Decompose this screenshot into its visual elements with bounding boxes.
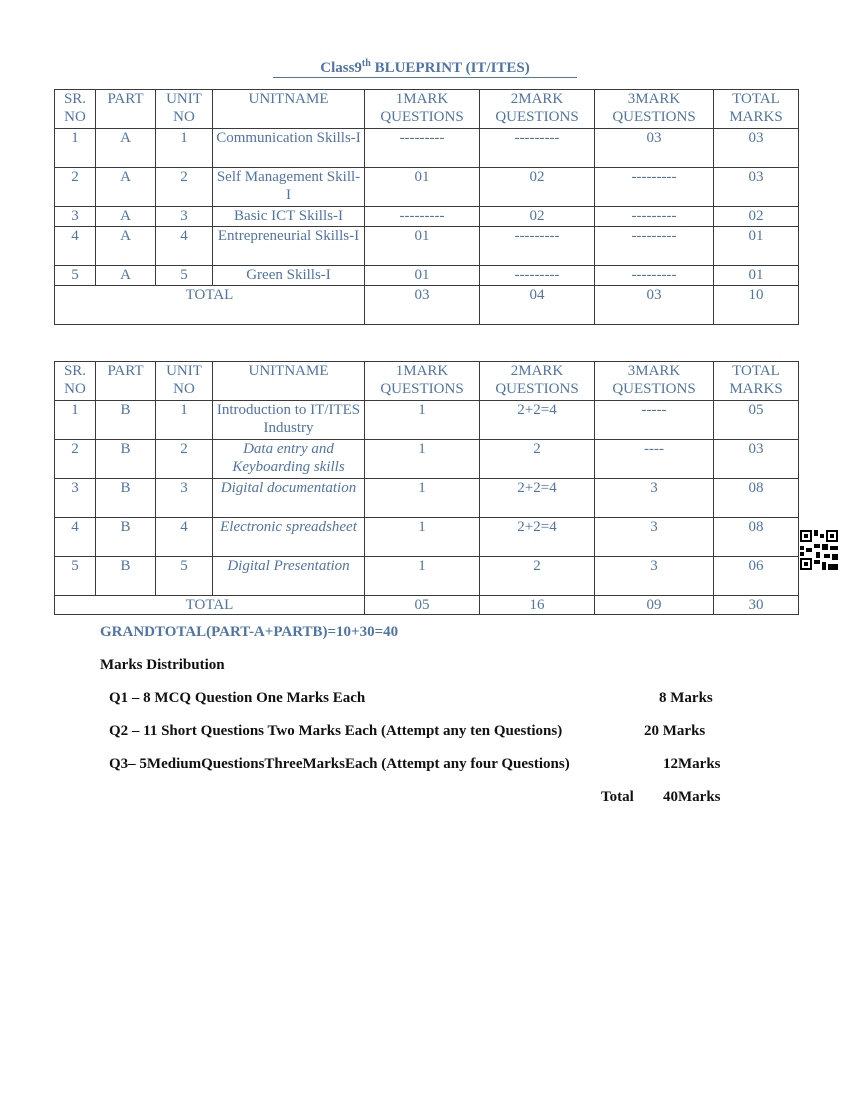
table-cell: Entrepreneurial Skills-I xyxy=(213,227,365,266)
table-cell: 2 xyxy=(55,168,96,207)
table-row xyxy=(55,557,799,596)
total-cell: 05 xyxy=(365,596,480,615)
table-cell: 02 xyxy=(480,207,595,227)
total-value: 40Marks xyxy=(663,789,721,805)
total-label: Total xyxy=(601,789,634,805)
table-cell: 2 xyxy=(156,168,213,207)
total-cell: 16 xyxy=(480,596,595,615)
table-cell: --------- xyxy=(595,227,714,266)
table-cell: Electronic spreadsheet xyxy=(213,518,365,557)
table-cell: --------- xyxy=(365,129,480,168)
table-cell: 2 xyxy=(480,440,595,479)
table-cell: 2 xyxy=(156,440,213,479)
table-cell: 5 xyxy=(55,266,96,286)
table-cell: 2+2=4 xyxy=(480,401,595,440)
table-cell: 4 xyxy=(156,518,213,557)
table-cell: 4 xyxy=(55,518,96,557)
column-header: 1MARK QUESTIONS xyxy=(365,90,480,129)
table-cell: Digital Presentation xyxy=(213,557,365,596)
column-header: UNIT NO xyxy=(156,362,213,401)
table-cell: 4 xyxy=(156,227,213,266)
table-cell: 03 xyxy=(595,129,714,168)
table-row xyxy=(55,479,799,518)
title-sup: th xyxy=(361,58,371,69)
table-cell: ---- xyxy=(595,440,714,479)
dist-q3-marks: 12Marks xyxy=(663,756,721,772)
total-cell: 30 xyxy=(714,596,799,615)
column-header: PART xyxy=(96,90,156,129)
table-cell: 1 xyxy=(365,479,480,518)
table-cell: Introduction to IT/ITES Industry xyxy=(213,401,365,440)
table-cell: Communication Skills-I xyxy=(213,129,365,168)
table-cell: 5 xyxy=(156,266,213,286)
table-cell: A xyxy=(96,266,156,286)
dist-q3: Q3– 5MediumQuestionsThreeMarksEach (Attempt any four Questions) xyxy=(109,756,570,772)
table-cell: Data entry and Keyboarding skills xyxy=(213,440,365,479)
column-header: 2MARK QUESTIONS xyxy=(480,362,595,401)
title-text: Class9 xyxy=(320,60,362,76)
table-cell: 03 xyxy=(714,168,799,207)
table-cell: 01 xyxy=(714,266,799,286)
table-cell: 06 xyxy=(714,557,799,596)
table-row xyxy=(55,227,799,266)
table-cell: 03 xyxy=(714,129,799,168)
table-cell: 5 xyxy=(156,557,213,596)
blueprint-table-part-a xyxy=(54,89,799,325)
table-row xyxy=(55,266,799,286)
table-row xyxy=(55,129,799,168)
table-cell: 2+2=4 xyxy=(480,479,595,518)
column-header: UNIT NO xyxy=(156,90,213,129)
table-cell: A xyxy=(96,168,156,207)
table-cell: A xyxy=(96,207,156,227)
total-row xyxy=(55,596,799,615)
column-header: 3MARK QUESTIONS xyxy=(595,362,714,401)
column-header: SR. NO xyxy=(55,90,96,129)
column-header: TOTAL MARKS xyxy=(714,362,799,401)
dist-q2-marks: 20 Marks xyxy=(644,723,706,739)
table-cell: 3 xyxy=(595,479,714,518)
table-cell: B xyxy=(96,440,156,479)
table-cell: 3 xyxy=(595,518,714,557)
total-cell: 03 xyxy=(595,286,714,325)
marks-distribution-heading: Marks Distribution xyxy=(100,657,225,673)
table-cell: 01 xyxy=(365,266,480,286)
table-cell: Digital documentation xyxy=(213,479,365,518)
table-cell: 3 xyxy=(156,207,213,227)
table-cell: Basic ICT Skills-I xyxy=(213,207,365,227)
total-label: TOTAL xyxy=(55,596,365,615)
total-row xyxy=(55,286,799,325)
column-header: 2MARK QUESTIONS xyxy=(480,90,595,129)
table-cell: B xyxy=(96,479,156,518)
table-row xyxy=(55,440,799,479)
column-header: UNITNAME xyxy=(213,90,365,129)
table-cell: --------- xyxy=(480,266,595,286)
table-cell: 02 xyxy=(714,207,799,227)
header-row xyxy=(55,90,799,129)
header-row xyxy=(55,362,799,401)
table-cell: 1 xyxy=(156,401,213,440)
total-label: TOTAL xyxy=(55,286,365,325)
table-cell: B xyxy=(96,518,156,557)
dist-q1: Q1 – 8 MCQ Question One Marks Each xyxy=(109,690,366,706)
table-cell: Green Skills-I xyxy=(213,266,365,286)
table-cell: 3 xyxy=(595,557,714,596)
table-cell: A xyxy=(96,227,156,266)
table-cell: 03 xyxy=(714,440,799,479)
table-cell: 08 xyxy=(714,479,799,518)
total-cell: 10 xyxy=(714,286,799,325)
table-cell: 3 xyxy=(156,479,213,518)
column-header: UNITNAME xyxy=(213,362,365,401)
table-row xyxy=(55,168,799,207)
total-cell: 03 xyxy=(365,286,480,325)
dist-q2: Q2 – 11 Short Questions Two Marks Each (Attempt any ten Questions) xyxy=(109,723,563,739)
table-cell: --------- xyxy=(480,129,595,168)
table-row xyxy=(55,207,799,227)
table-cell: 05 xyxy=(714,401,799,440)
table-cell: 01 xyxy=(365,168,480,207)
table-cell: --------- xyxy=(480,227,595,266)
total-cell: 09 xyxy=(595,596,714,615)
page-title xyxy=(273,55,577,78)
table-cell: 1 xyxy=(55,401,96,440)
title-text-rest: BLUEPRINT (IT/ITES) xyxy=(370,60,530,76)
table-cell: 2 xyxy=(480,557,595,596)
column-header: PART xyxy=(96,362,156,401)
qr-code-icon xyxy=(800,530,838,570)
table-cell: B xyxy=(96,557,156,596)
total-cell: 04 xyxy=(480,286,595,325)
table-row xyxy=(55,401,799,440)
table-cell: B xyxy=(96,401,156,440)
table-cell: 1 xyxy=(365,557,480,596)
table-cell: ----- xyxy=(595,401,714,440)
table-cell: 1 xyxy=(365,518,480,557)
table-cell: 5 xyxy=(55,557,96,596)
dist-q1-marks: 8 Marks xyxy=(659,690,713,706)
column-header: SR. NO xyxy=(55,362,96,401)
table-cell: --------- xyxy=(595,168,714,207)
table-cell: 08 xyxy=(714,518,799,557)
grand-total: GRANDTOTAL(PART-A+PARTB)=10+30=40 xyxy=(100,624,399,640)
table-cell: 01 xyxy=(365,227,480,266)
table-cell: 02 xyxy=(480,168,595,207)
table-cell: 01 xyxy=(714,227,799,266)
table-cell: 3 xyxy=(55,207,96,227)
column-header: TOTAL MARKS xyxy=(714,90,799,129)
table-cell: --------- xyxy=(595,266,714,286)
table-cell: 1 xyxy=(365,401,480,440)
table-cell: A xyxy=(96,129,156,168)
table-cell: 2 xyxy=(55,440,96,479)
table-cell: 3 xyxy=(55,479,96,518)
column-header: 3MARK QUESTIONS xyxy=(595,90,714,129)
table-cell: 1 xyxy=(156,129,213,168)
table-cell: --------- xyxy=(365,207,480,227)
table-cell: --------- xyxy=(595,207,714,227)
table-cell: 2+2=4 xyxy=(480,518,595,557)
table-cell: 1 xyxy=(55,129,96,168)
table-row xyxy=(55,518,799,557)
blueprint-table-part-b xyxy=(54,361,799,615)
table-cell: Self Management Skill-I xyxy=(213,168,365,207)
table-cell: 1 xyxy=(365,440,480,479)
table-cell: 4 xyxy=(55,227,96,266)
column-header: 1MARK QUESTIONS xyxy=(365,362,480,401)
